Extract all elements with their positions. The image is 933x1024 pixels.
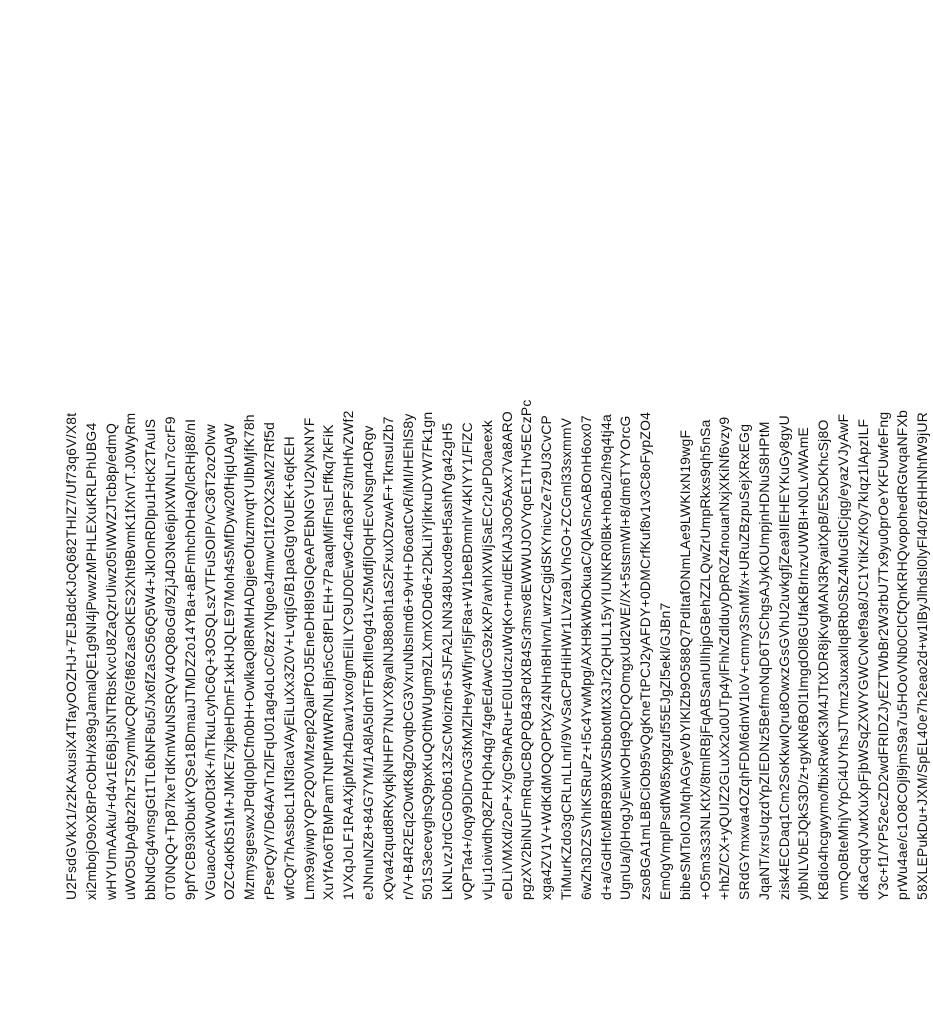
text-line: JqaNT/xrsUqzdYpZIEDNz5BefmoNqD6TSChgsAJykOUmpjnHDNuS8HPtM (755, 421, 772, 900)
text-line: 0T0NQQ+Tp87lxeTdKmWuNSRQV4OQ8oGd/9ZjJ4D3Ne6ipIXWNLn7ccrF9 (161, 416, 178, 900)
text-line: dKaCqqVJwtXuXpFjbWSqZXWYGWCvNef9a8/JC1YtiKz/K0y7kIqz1lApzILF (854, 418, 871, 900)
text-line: eDLiVMXd/2oP+X/gC9hARu+E0IUdczuWqKo+nu/dEKlAJ3oO5Axx7Va8ARO (498, 411, 515, 900)
text-line: pgzXV2biNUFmRquCBQPQB43PdXB4Sr3msv8EWWUJOVYqoE1THv5ECzPc (518, 399, 535, 900)
text-line: 501S3ecevghsQ9pxKuQOthWUgm9ZLXmXODd6+2DkLiIYjlrkruDYW7Fk1gn (419, 411, 436, 900)
text-line: 6wZh3DZSVhIKSRuPz+I5c4YwMpg/AXH9kWbOkuaC/QlASncABOnH6ox07 (577, 415, 594, 900)
text-line: zisk4ECDaq1Cm2SoKkwIQru8OwxzGsGVhU2uvkgfjZea9IIEHEYKuGy8gyU (775, 415, 792, 900)
text-line: U2FsdGVkX1/z2KAxusiX4TfayOOZHJ+7EJBdcKJcQ682THIZ7/Uf73q6V/X8t (63, 412, 79, 900)
text-line: SRdGYmxwa4OZqhFDM6dnW1loV+cmny3SnMf/x+URuZBzpuSejXRxEGg (736, 423, 753, 900)
text-line: Y3c+f1/YP52ecZD2wdFRIDZJyEZTWbBr2W3rbU7Tx9yu0prOeYKFUwfeFng (874, 411, 891, 900)
text-line: Lmx9ayiwpYQP2Q0VMzep2QaiPfOJ5EneDH8I9GIQeAPEbNGYU2yNxNYF (300, 417, 317, 900)
text-line: xi2mbojO9oXBrPcObH/x89gJamalQE1g9Nl4jPwwzMPHLEXuKRLPhUBG4 (82, 422, 99, 900)
text-line: TiMurKZdo3gCRLnLLnrl/9VvSaCPdHiHWr1LVza9LVhGO+ZCGml33sxmmV (557, 417, 574, 900)
text-line: xQva42qud8RKyqkjNHFP7NuYX8yalNJ88o8h1aS2FxuXDzwAF+TknsuIZb7 (379, 416, 396, 900)
text-line: vmQoBteMhjVYpCi4UYhsJTVmz3uxaxlIq8Rb0SbZ4MuGtlCjqg/eyazVJyAwF (835, 413, 852, 900)
text-line: +O5m3s33NLKtX/8tmlRBjFqABSanUlIhjpGBehZZLQwZrUmpRkxs9qh5nSa (696, 419, 713, 900)
text-line: VGuaocAKWv0Dt3K+/hTkuLcyhC6Q+3OSQLszVTFuSOIP/vC36T2ozOlvw (201, 424, 218, 900)
text-line: 1VXqJoLF1RA4XjpMzh4Daw1vxo/gmEiILYC9UD0Ew9C4n63PF3/tnHfvZWf2 (340, 410, 357, 900)
text-line: XuYfAo6TBMPamTNtPMtWR/NLBjn5cC8fPLEH+7PaaqMifFnsLFffkq7kFiK (320, 424, 337, 900)
text-line: wHYUmAAku/+d4v1E6BjJ5NTRbsKvcU8ZaQzrUiwz05IWWZJTcb8p/edmQ (102, 422, 119, 900)
text-line: UgnUa/j0HogJyEwIvOHq9QDrQOmgxUd2WE//X+5stsmWl+8/dm6TYYOrcG (617, 415, 634, 900)
text-line: 9pfYCB93iObukYQSe18DmauJTMDZ2o14YBa+aBFmhchOHaQ/lcRHj88/nI (181, 418, 198, 900)
text-line: prWu4ae/c1O8COjl9jmS9a7u5HOoVNb0ClCfQnKRHQvopohedRGtvqaNFXb (894, 409, 911, 900)
text-line: zsoBGA1mLBBCiOb95vQgKneTtPCJ2yAFDY+0DMCrfKuf8v1v3C8oFypZO4 (637, 411, 654, 900)
text-line: MzmysgeswxJPdqI0plCfn0bH+OwlkaQl8RMHADgjeeOfuzmvqtYUlbMjfK78h (241, 414, 258, 900)
text-line: bbNdCg4vnsgGt1TL6bNF8u5/Jx6fZaSO56Q5W4+JkIOnRDlpu1HcK2TAuIS (142, 418, 159, 900)
text-line: +hbZ/CX+yQUIZ2GLuXx2u0UTp4ylFhlvZdlduyDpR0Z4nouarNxjXKiNf6vzy9 (716, 416, 733, 900)
text-line: xga4ZV1V+WdKdMOQOPtXy24NHn8HIvn/LwrzCgjdSKYnicvZe7z9U3CvCP (538, 414, 555, 900)
text-line: rPserQy/Y/D64AvTnZlFqU01ag4oLoC/8zzYNgoeJ4mwCl1f2OX2sM27Rf5d (260, 422, 277, 900)
text-line: 58XLEPukDu+JXM/SpEL40e7h2eao2d+w1lByJlhdsl0lyFl40rz6HHNhfW9jUR (914, 411, 931, 900)
text-line: wfcQr7hAssbcL1Nf3lcaVAyEiLuXx3Z0V+LvqtjG/B1paGtgYoUEK+6qKEH (280, 436, 297, 900)
text-line: bibeSMToIOJMqhAGyeVbYlKlZb9O588Q7PdItafONmLAe9LWKIxN19wgF (676, 429, 693, 900)
text-line: vQPTa4+/oqy9DiDrvG3fxMZlHey4WfiyrI5jF8a+W1beBDmnlrV4KIYY1/FlZC (458, 422, 475, 900)
text-line: OZC4oKbS1M+JMKE7xjbeHDmF1xkHJQLE97Moh4s5MfDyw20fHjqUAgW (221, 423, 238, 900)
text-line: ylbNLVbEJQkS3D/z+gykN6BOl1ImgdOl8GUfaKBrInzvUWBI+N0Lv/WAmE (795, 426, 812, 900)
text-line: KBdio4hcgwymo/fbixRw6K3M4JTtXDR8jKvgMAN3RyaitXpB/E5xDKhcSj8O (815, 419, 832, 900)
text-line: uWO5UpAgbz2hzTS2ymlwCQR/Gf86ZasOKES2Xht9BvmK1fXnVT.J0WyRm (122, 412, 139, 900)
text-line: Em0gVmplPsdfW85xpgzuf55EJgZl5ekl/GJBn7 (656, 602, 673, 900)
text-line: eJNnuNZ8+84G7YM/1A8lA5IdnTFBxflIe0g41vZ5MdfjlOqHEcvNsgn4ORgv (359, 425, 376, 900)
text-line: r/V+B4R2Eq2OwtK8gZ0vqbCG3VxruNbsImd6+9vH+D6oatCvR/iMI/HEhlS8y (399, 413, 416, 900)
encrypted-text-block (62, 280, 933, 900)
text-line: LkNLvzJrdCGD0b613ZsCMoizn6+SJFA2LNN348Uxod9eH5ashfVga42gH5 (439, 422, 456, 900)
text-line: d+a/GdHfcMBR9BXWSbbotMtX3Jr2QHUL15yYIUNKR0lBk+hoBu2/h9q4tj4a (597, 414, 614, 900)
text-line: vLju1oiwdhQ8ZPHQh4qg74geEdAwCG9zkXP/avhIXWIjSaECr2uPD0aeexk (478, 419, 495, 900)
